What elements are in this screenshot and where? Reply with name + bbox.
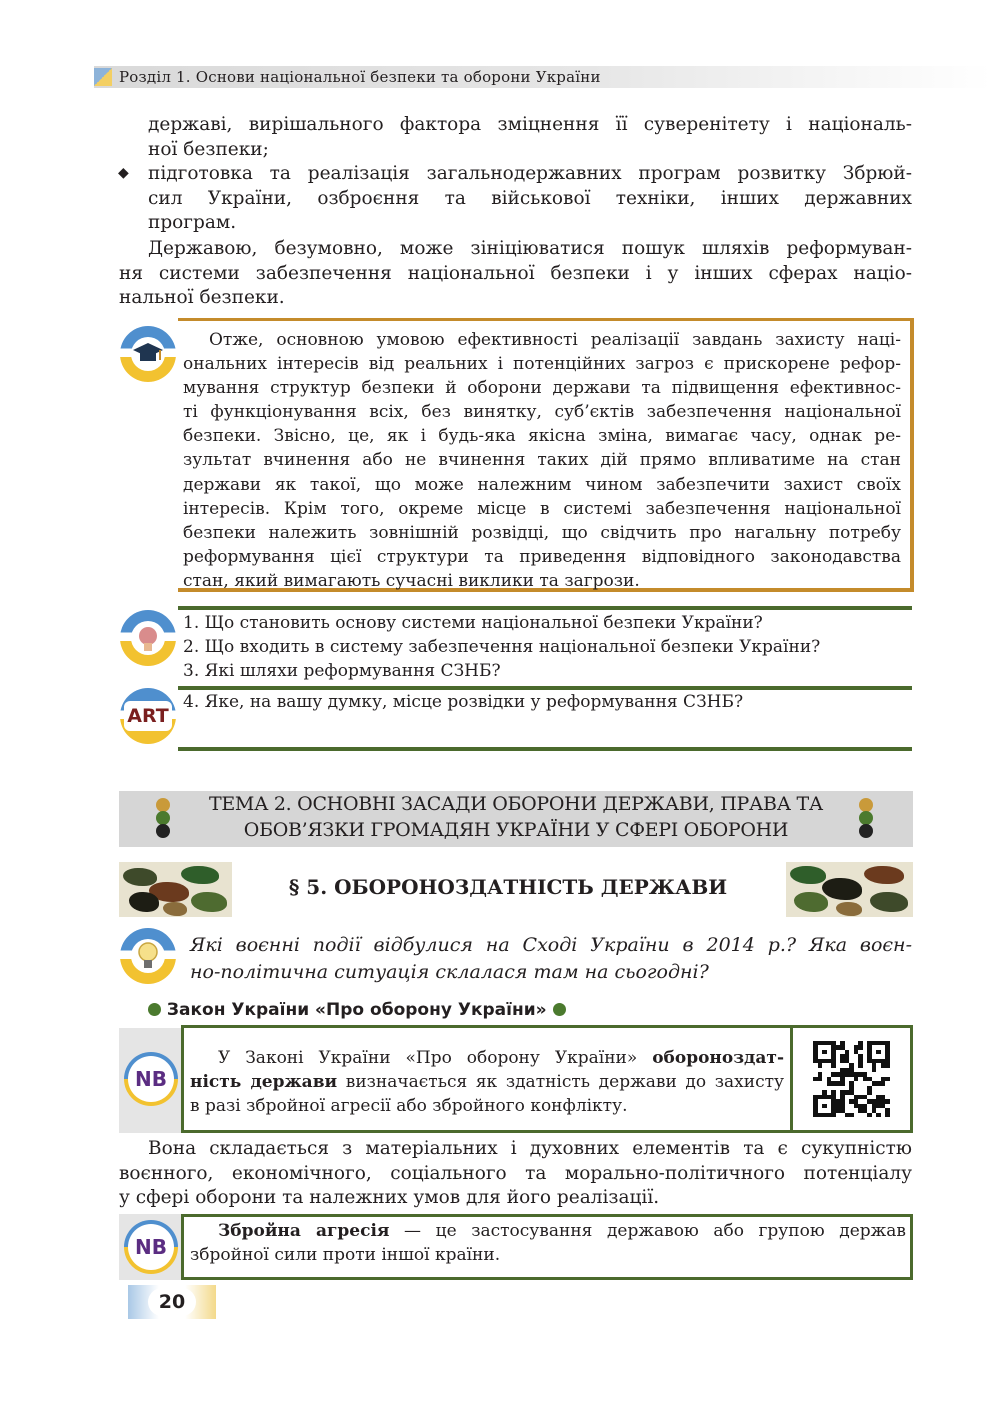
brain-head-icon bbox=[120, 610, 176, 666]
graduation-cap-icon bbox=[120, 326, 176, 382]
intro-paragraph bbox=[119, 237, 912, 311]
nb-icon bbox=[124, 1220, 178, 1274]
text-line: ня системи забезпечення національної безпеки і у інших сферах націо- bbox=[119, 262, 912, 284]
text-line: Які воєнні події відбулися на Сході України в 2014 р.? Яка воєн- bbox=[190, 934, 912, 956]
text-line: Вона складається з матеріальних і духовних елементів та є сукупністю bbox=[148, 1138, 912, 1159]
art-icon bbox=[120, 688, 176, 744]
art-icon-label: ART bbox=[127, 705, 169, 727]
question-item: 4. Яке, на вашу думку, місце розвідки у реформування СЗНБ? bbox=[183, 692, 744, 712]
text-line: інтересів. Крім того, окреме місце в системі забезпечення національної bbox=[183, 498, 901, 519]
text-line: ті функціонування всіх, без винятку, суб’єктів забезпечення національної bbox=[183, 402, 901, 423]
text-line: безпеки належить зовнішній розвідці, що свідчить про нагальну потребу bbox=[183, 522, 901, 543]
text-line: державі, вирішального фактора зміцнення її суверенітету і національ- bbox=[148, 114, 912, 135]
chapter-header-title: Розділ 1. Основи національної безпеки та оборони України bbox=[119, 68, 601, 86]
text-line: стан, який вимагають сучасні виклики та загрози. bbox=[183, 570, 640, 591]
warmup-question bbox=[190, 932, 912, 986]
questions-mid-rule bbox=[178, 686, 912, 690]
question-item: 1. Що становить основу системи національної безпеки України? bbox=[183, 613, 763, 633]
nb-icon-label: NB bbox=[128, 1056, 174, 1102]
text-line: держави як такої, що може належним чином забезпечити захист своїх bbox=[183, 474, 901, 495]
text-line: мування структур безпеки й оборони держави та підвищення ефективнос- bbox=[183, 378, 901, 399]
body-paragraph bbox=[119, 1137, 912, 1211]
definition-text bbox=[190, 1219, 906, 1267]
question-item: 2. Що входить в систему забезпечення національної безпеки України? bbox=[183, 637, 821, 657]
text-line: ональних інтересів від реальних і потенційних загроз є прискорене рефор- bbox=[183, 354, 901, 375]
text-line: безпеки. Звісно, це, як і будь-яка якісна зміна, вимагає часу, однак ре- bbox=[183, 426, 901, 447]
bullet-item bbox=[148, 162, 912, 236]
questions-bottom-rule bbox=[178, 747, 912, 751]
qr-code-pattern[interactable] bbox=[813, 1041, 890, 1118]
text-line: Державою, безумовно, може зініціюватися пошук шляхів реформуван- bbox=[148, 238, 912, 259]
question-item: 3. Які шляхи реформування СЗНБ? bbox=[183, 661, 501, 681]
text-line: Отже, основною умовою ефективності реалізації завдань захисту наці- bbox=[209, 330, 901, 350]
section-title: § 5. ОБОРОНОЗДАТНІСТЬ ДЕРЖАВИ bbox=[288, 875, 728, 899]
text-line: збройної сили проти іншої країни. bbox=[190, 1245, 501, 1265]
chapter-header-mark-icon bbox=[94, 68, 112, 86]
text-line: сил України, озброєння та військової техніки, інших державних bbox=[148, 187, 912, 209]
text-line: підготовка та реалізація загальнодержавних програм розвитку Збрюй- bbox=[148, 163, 912, 184]
summary-text bbox=[183, 328, 901, 593]
dot-icon bbox=[148, 1003, 161, 1016]
text-line: У Законі України «Про оборону України» обороноздат- bbox=[218, 1048, 784, 1068]
text-line: зультат вчинення або не вчинення таких дій прямо впливатиме на стан bbox=[183, 450, 901, 471]
law-heading bbox=[148, 1000, 566, 1020]
nb-icon-label: NB bbox=[128, 1224, 174, 1270]
diamond-bullet-icon: ◆ bbox=[118, 165, 129, 181]
dot-icon bbox=[553, 1003, 566, 1016]
definition-text bbox=[190, 1046, 784, 1118]
camouflage-pattern-left bbox=[119, 862, 232, 917]
intro-continuation bbox=[148, 113, 912, 162]
qr-code[interactable] bbox=[790, 1028, 910, 1130]
text-line: ність держави визначається як здатність держави до захисту bbox=[190, 1072, 784, 1092]
text-line: програм. bbox=[148, 212, 237, 233]
text-line: воєнного, економічного, соціального та морально-політичного потенціалу bbox=[119, 1162, 912, 1184]
topic-title-line: ОБОВ’ЯЗКИ ГРОМАДЯН УКРАЇНИ У СФЕРІ ОБОРОНИ bbox=[243, 819, 789, 841]
text-line: в разі збройної агресії або збройного конфлікту. bbox=[190, 1096, 628, 1116]
questions-top-rule bbox=[178, 606, 912, 610]
text-line: ної безпеки; bbox=[148, 138, 269, 160]
topic-title-line: ТЕМА 2. ОСНОВНІ ЗАСАДИ ОБОРОНИ ДЕРЖАВИ, ПРАВА ТА bbox=[208, 793, 824, 815]
text-line: Збройна агресія — це застосування державою або групою держав bbox=[218, 1221, 906, 1241]
text-line: у сфері оборони та належних умов для його реалізації. bbox=[119, 1187, 660, 1208]
camouflage-pattern-right bbox=[786, 862, 913, 917]
text-line: но-політична ситуація склалася там на сьогодні? bbox=[190, 961, 709, 983]
page-number: 20 bbox=[148, 1288, 196, 1316]
law-heading-text: Закон України «Про оборону України» bbox=[166, 1000, 547, 1020]
nb-icon bbox=[124, 1052, 178, 1106]
lightbulb-icon bbox=[120, 928, 176, 984]
text-line: нальної безпеки. bbox=[119, 287, 285, 308]
text-line: реформування цієї структури та приведення відповідного законодавства bbox=[183, 546, 901, 567]
